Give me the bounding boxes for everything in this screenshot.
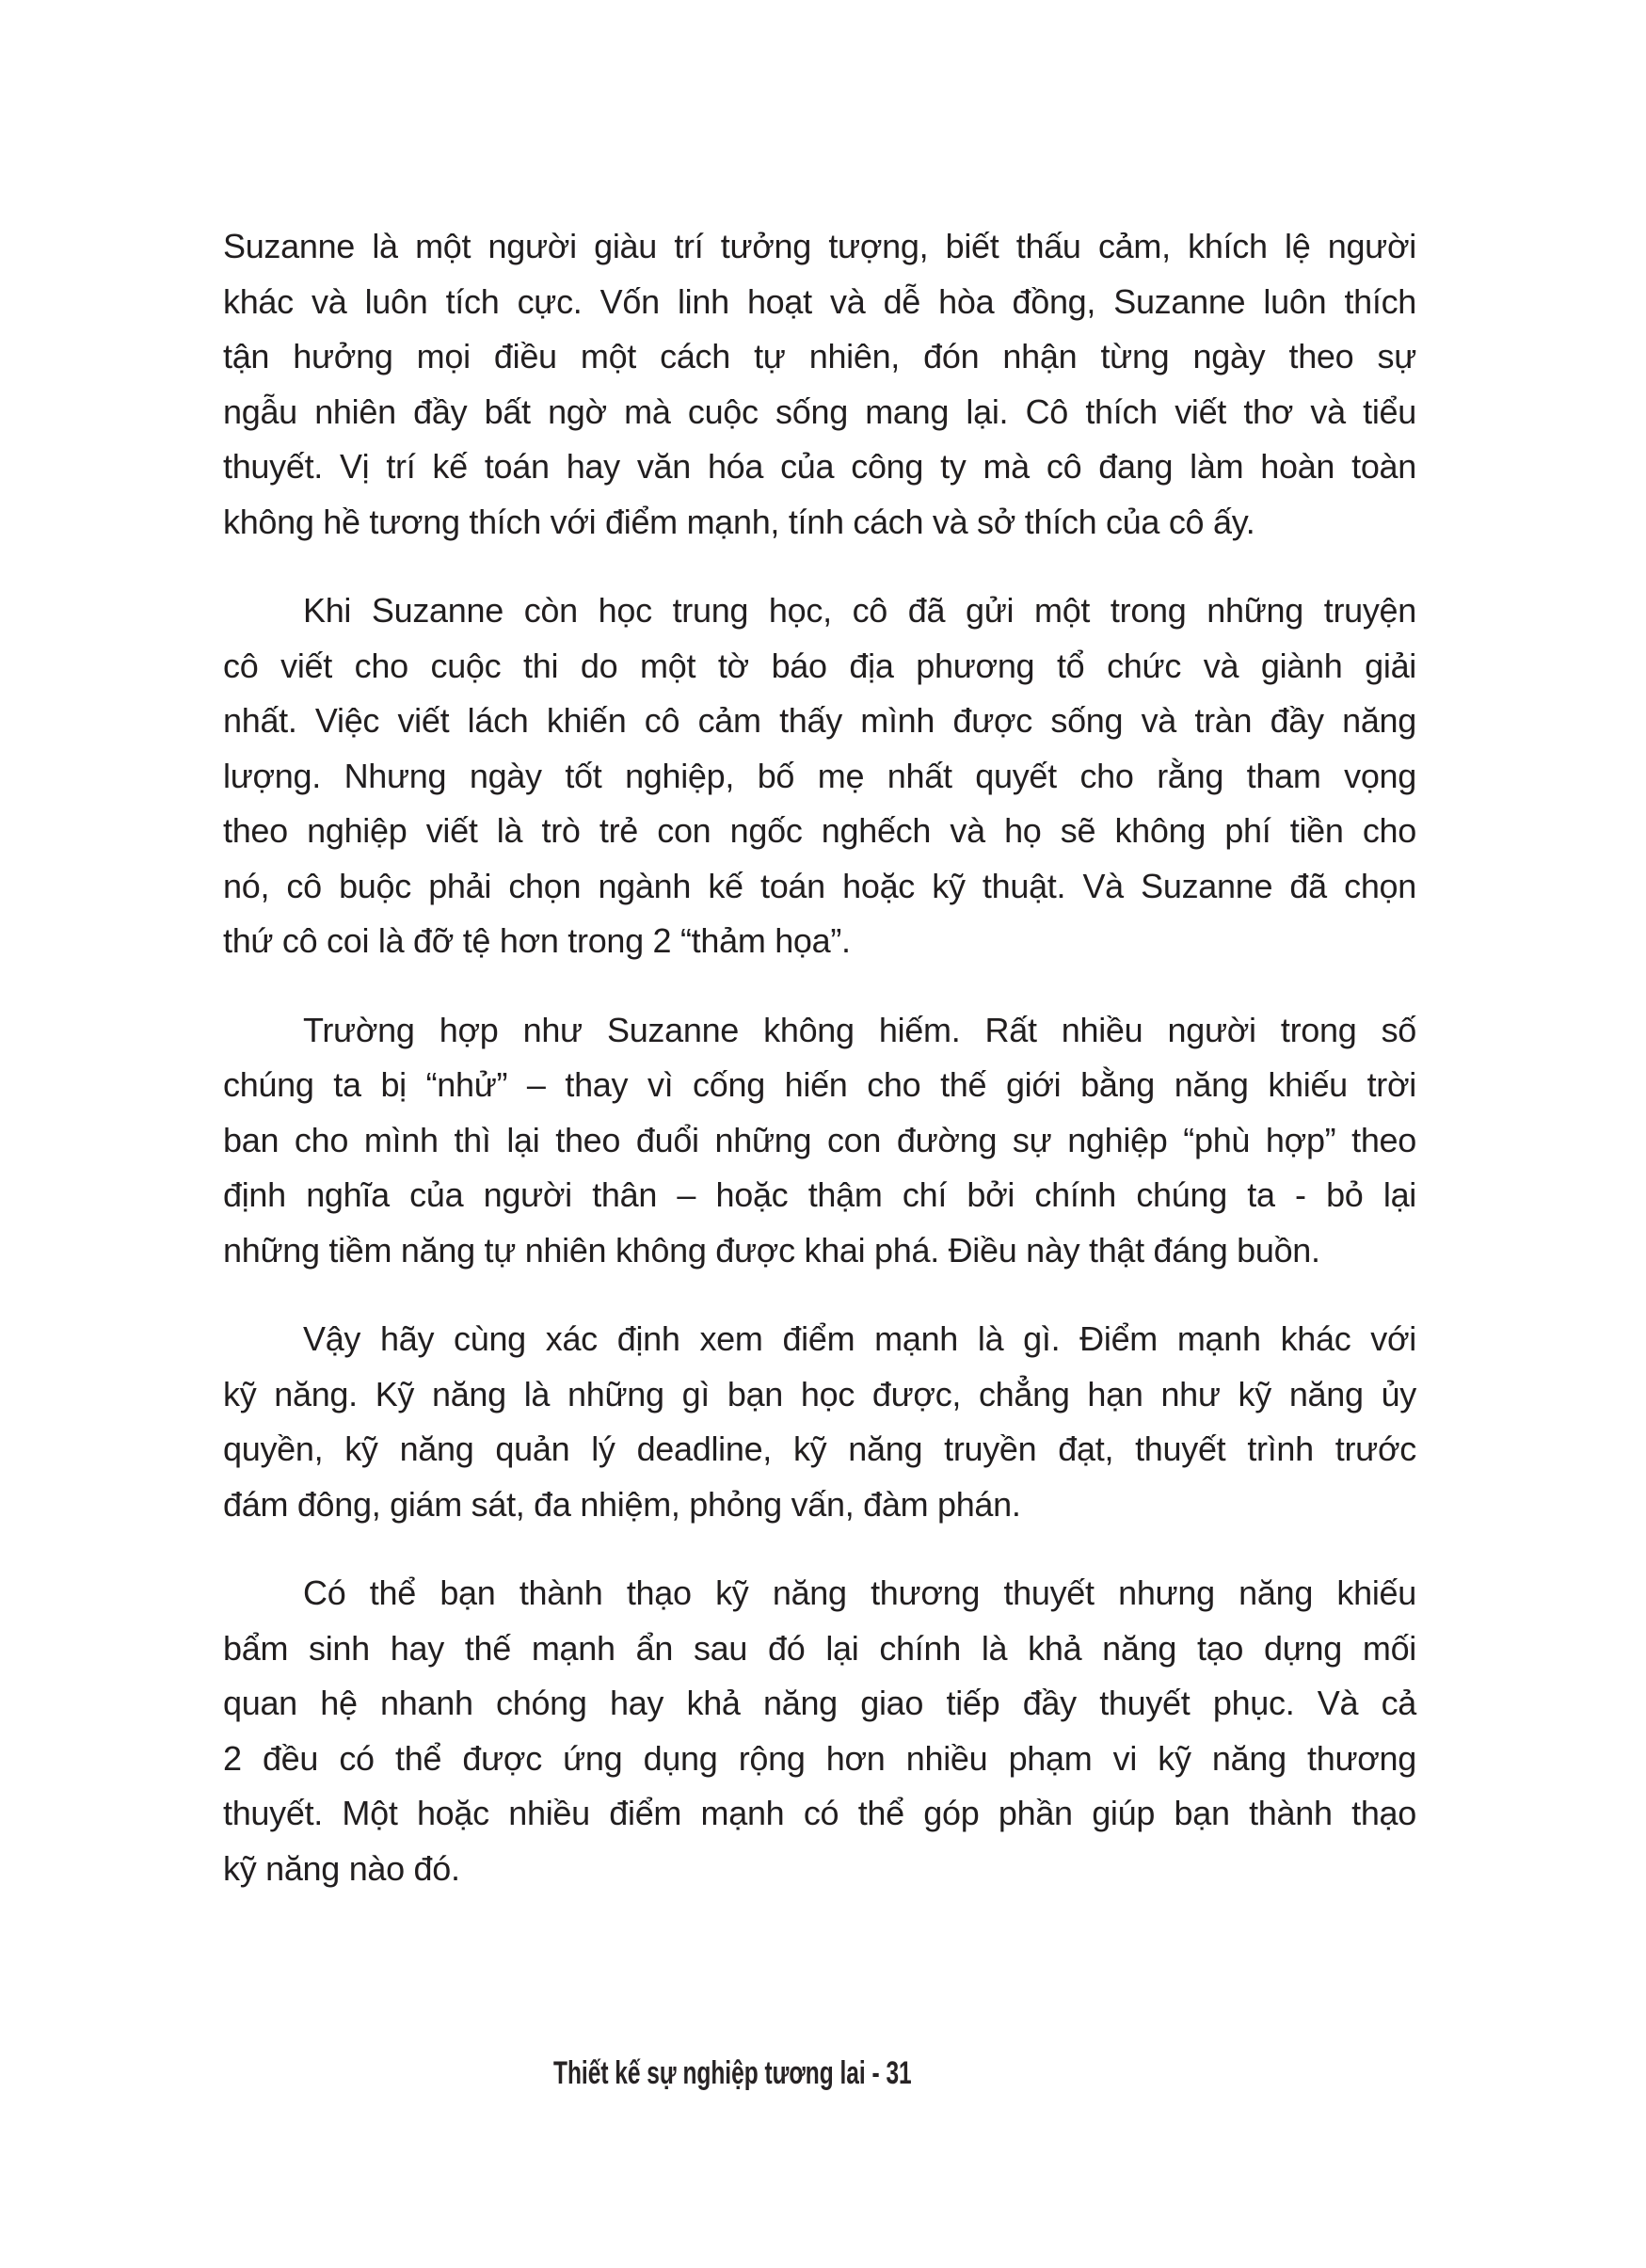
- text-line: định nghĩa của người thân – hoặc thậm chí bởi chính chúng ta - bỏ lại: [223, 1175, 1416, 1214]
- text-line: Khi Suzanne còn học trung học, cô đã gửi một trong những truyện: [303, 591, 1416, 630]
- text-line: ngẫu nhiên đầy bất ngờ mà cuộc sống mang lại. Cô thích viết thơ và tiểu: [223, 391, 1416, 431]
- paragraph: [223, 1003, 1416, 1279]
- text-line: quyền, kỹ năng quản lý deadline, kỹ năng truyền đạt, thuyết trình trước: [223, 1429, 1416, 1468]
- paragraph: [223, 1566, 1416, 1896]
- text-line: 2 đều có thể được ứng dụng rộng hơn nhiều phạm vi kỹ năng thương: [223, 1738, 1416, 1778]
- paragraph: [223, 583, 1416, 969]
- text-line: thuyết. Một hoặc nhiều điểm mạnh có thể góp phần giúp bạn thành thạo: [223, 1794, 1416, 1832]
- paragraph: [223, 219, 1416, 550]
- text-line: những tiềm năng tự nhiên không được khai phá. Điều này thật đáng buồn.: [223, 1230, 1320, 1270]
- text-line: Vậy hãy cùng xác định xem điểm mạnh là gì. Điểm mạnh khác với: [303, 1319, 1416, 1358]
- text-line: Trường hợp như Suzanne không hiếm. Rất nhiều người trong số: [303, 1010, 1416, 1049]
- text-line: cô viết cho cuộc thi do một tờ báo địa phương tổ chức và giành giải: [223, 646, 1416, 685]
- text-line: kỹ năng. Kỹ năng là những gì bạn học được, chẳng hạn như kỹ năng ủy: [223, 1374, 1416, 1414]
- text-line: thứ cô coi là đỡ tệ hơn trong 2 “thảm họa”.: [223, 921, 851, 960]
- text-line: khác và luôn tích cực. Vốn linh hoạt và dễ hòa đồng, Suzanne luôn thích: [223, 281, 1416, 321]
- footer-title: Thiết kế sự nghiệp tương lai - 31: [553, 2055, 912, 2091]
- text-line: tận hưởng mọi điều một cách tự nhiên, đón nhận từng ngày theo sự: [223, 337, 1416, 375]
- text-line: ban cho mình thì lại theo đuổi những con đường sự nghiệp “phù hợp” theo: [223, 1120, 1416, 1159]
- text-line: bẩm sinh hay thế mạnh ẩn sau đó lại chính là khả năng tạo dựng mối: [223, 1628, 1416, 1668]
- paragraph: [223, 1312, 1416, 1532]
- text-line: nó, cô buộc phải chọn ngành kế toán hoặc kỹ thuật. Và Suzanne đã chọn: [223, 866, 1416, 905]
- text-column: [223, 219, 1416, 1896]
- text-line: quan hệ nhanh chóng hay khả năng giao tiếp đầy thuyết phục. Và cả: [223, 1684, 1416, 1722]
- text-line: không hề tương thích với điểm mạnh, tính cách và sở thích của cô ấy.: [223, 502, 1255, 541]
- text-line: kỹ năng nào đó.: [223, 1848, 460, 1888]
- text-line: Suzanne là một người giàu trí tưởng tượng, biết thấu cảm, khích lệ người: [223, 227, 1416, 265]
- text-line: Có thể bạn thành thạo kỹ năng thương thuyết nhưng năng khiếu: [303, 1573, 1416, 1612]
- text-line: thuyết. Vị trí kế toán hay văn hóa của công ty mà cô đang làm hoàn toàn: [223, 447, 1416, 486]
- text-line: lượng. Nhưng ngày tốt nghiệp, bố mẹ nhất quyết cho rằng tham vọng: [223, 756, 1416, 795]
- text-line: chúng ta bị “nhử” – thay vì cống hiến cho thế giới bằng năng khiếu trời: [223, 1065, 1416, 1104]
- text-line: theo nghiệp viết là trò trẻ con ngốc nghếch và họ sẽ không phí tiền cho: [223, 811, 1416, 850]
- text-line: nhất. Việc viết lách khiến cô cảm thấy mình được sống và tràn đầy năng: [223, 701, 1416, 740]
- text-line: đám đông, giám sát, đa nhiệm, phỏng vấn, đàm phán.: [223, 1484, 1021, 1524]
